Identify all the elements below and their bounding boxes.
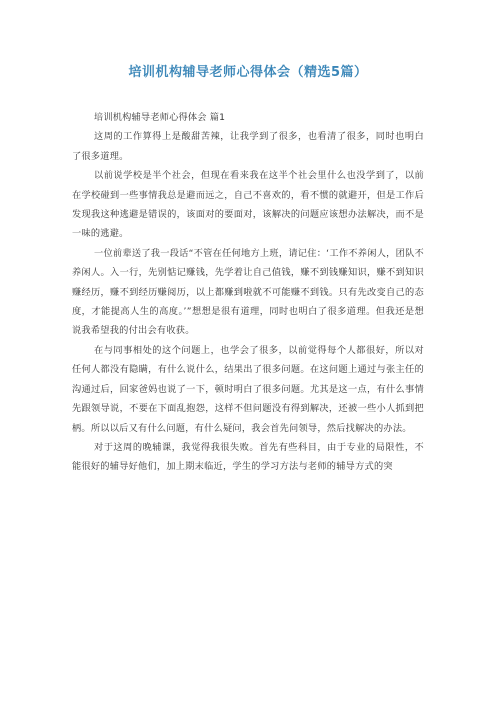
paragraph: 这周的工作算得上是酸甜苦辣，让我学到了很多，也看清了很多，同时也明白了很多道理。 bbox=[72, 131, 424, 162]
section-heading: 培训机构辅导老师心得体会 篇1 bbox=[94, 112, 226, 123]
document-body bbox=[72, 108, 424, 477]
paragraph: 以前说学校是半个社会，但现在看来我在这半个社会里什么也没学到了，以前在学校碰到一些事情我总是避而远之，自己不喜欢的，看不惯的就避开，但是工作后发现我这种逃避是错误的，该面对的要面对，该解决的问题应该想办法解决，而不是一味的逃避。 bbox=[72, 170, 424, 240]
document-title: 培训机构辅导老师心得体会（精选5篇） bbox=[128, 65, 368, 80]
paragraph: 在与同事相处的这个问题上，也学会了很多，以前觉得每个人都很好，所以对任何人都没有隐瞒，有什么说什么，结果出了很多问题。在这问题上通过与张主任的沟通过后，回家爸妈也说了一下，顿时明白了很多问题。尤其是这一点，有什么事情先跟领导说，不要在下面乱抱怨，这样不但问题没有得到解决，还被一些小人抓到把柄。所以以后又有什么问题，有什么疑问，我会首先问领导，然后找解决的办法。 bbox=[72, 344, 424, 434]
paragraph: 一位前辈送了我一段话“不管在任何地方上班，请记住：‘工作不养闲人，团队不养闲人。入一行，先别惦记赚钱，先学着让自己值钱，赚不到钱赚知识，赚不到知识赚经历，赚不到经历赚阅历，以上都赚到啦就不可能赚不到钱。只有先改变自己的态度，才能提高人生的高度。’”想想是很有道理，同时也明白了很多道理。但我还是想说我希望我的付出会有收获。 bbox=[72, 247, 424, 337]
paragraph: 对于这周的晚辅课，我觉得我很失败。首先有些科目，由于专业的局限性，不能很好的辅导好他们，加上期末临近，学生的学习方法与老师的辅导方式的突 bbox=[72, 441, 424, 473]
